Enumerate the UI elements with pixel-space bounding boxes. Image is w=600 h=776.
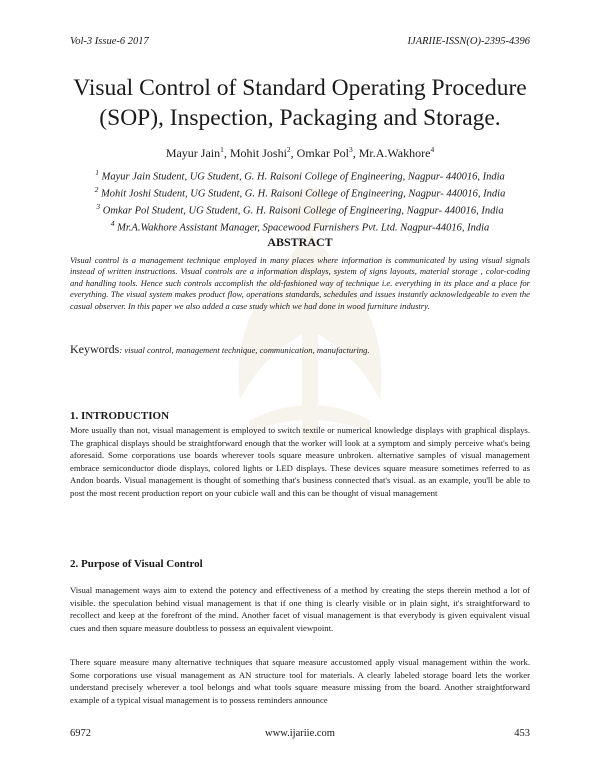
author-name: Mayur Jain [165, 146, 221, 160]
author-sup: 1 [220, 145, 224, 154]
affiliation-text: Mr.A.Wakhore Assistant Manager, Spacewood Furnishers Pvt. Ltd. Nagpur-44016, India [117, 222, 490, 234]
affiliation-text: Omkar Pol Student, UG Student, G. H. Raisoni College of Engineering, Nagpur- 440016, India [102, 205, 504, 217]
author-name: Mohit Joshi [229, 146, 287, 160]
abstract-heading: ABSTRACT [267, 235, 333, 249]
author-name: Mr.A.Wakhore [358, 146, 431, 160]
footer-article-number: 6972 [70, 728, 91, 739]
footer-page-number: 453 [514, 728, 530, 739]
affiliation-sup: 3 [96, 202, 101, 212]
affiliation-text: Mohit Joshi Student, UG Student, G. H. Raisoni College of Engineering, Nagpur- 440016, India [101, 188, 506, 200]
author-name: Omkar Pol [296, 146, 349, 160]
author-sup: 3 [349, 145, 353, 154]
affiliation-item [60, 167, 540, 184]
abstract-text: Visual control is a management technique employed in many places where information is communicated by using visual signals instead of written instructions. Visual controls are a information displays, system of signs layouts, material storage , color-coding and handling tools. Hence such controls accomplish the old-fashioned way of technique i.e. everything in its place and a place for everything. The visual system makes product flow, operations standards, schedules and issues instantly acknowledgeable to even the casual observer. In this paper we also added a case study which we had done in wood furniture industry. [70, 255, 530, 311]
affiliation-item [60, 201, 540, 218]
section-paragraph-purpose-2: There square measure many alternative techniques that square measure accustomed apply visual management within the work. Some corporations use visual management as AN structure tool for materials. A clearly labeled storage board lets the worker understand precisely wherever a tool belongs and what tools square measure missing from the board. Another straightforward example of a typical visual management is to possess reminders announce [70, 657, 530, 705]
affiliation-item [60, 184, 540, 201]
section-paragraph-purpose-1: Visual management ways aim to extend the potency and effectiveness of a method by creating the steps therein method a lot of visible. the speculation behind visual management is that if one thing is clearly visible or in plain sight, it's straightforward to recollect and keep at the forefront of the mind. Another facet of visual management is that everybody is given equivalent visual cues and then square measure doubtless to possess an equivalent viewpoint. [70, 585, 530, 633]
footer-website: www.ijariie.com [265, 728, 335, 739]
running-header-volume: Vol-3 Issue-6 2017 [70, 36, 149, 47]
running-header-issn: IJARIIE-ISSN(O)-2395-4396 [407, 36, 530, 47]
author-sup: 2 [286, 145, 291, 154]
author-list: Mayur Jain$^1$, Mohit Joshi$^2$, Omkar Pol$^3$, Mr.A.Wakhore$^4$ [165, 145, 435, 160]
keywords-label: Keywords [70, 342, 120, 356]
affiliation-list [60, 167, 540, 235]
section-body-introduction: More usually than not, visual management is employed to switch textile or numerical knowledge displays with graphical displays. The graphical displays should be straightforward enough that the worker will look at a symptom and simply perceive what's being aforesaid. Some corporations use boards wherever tools square measure unbroken. alternative samples of visual management embrace semiconductor diode displays, colored lights or LED displays. These devices square measure sometimes referred to as Andon boards. Visual management is thought of something that's business connected that's visual. as an example, you'll be able to post the most recent production report on your cubicle wall and this can be thought of visual management [70, 425, 530, 498]
affiliation-item [60, 218, 540, 235]
affiliation-sup: 2 [94, 185, 99, 195]
section-heading-introduction: 1. INTRODUCTION [70, 410, 170, 422]
affiliation-sup: 1 [95, 168, 99, 177]
keywords-text: : visual control, management technique, communication, manufacturing. [119, 345, 370, 355]
affiliation-sup: 4 [110, 219, 115, 229]
section-heading-purpose: 2. Purpose of Visual Control [70, 558, 203, 570]
keywords-line [70, 342, 530, 357]
author-sup: 4 [430, 145, 435, 154]
paper-title: Visual Control of Standard Operating Procedure (SOP), Inspection, Packaging and Storage. [73, 75, 527, 131]
affiliation-text: Mayur Jain Student, UG Student, G. H. Raisoni College of Engineering, Nagpur- 440016, India [101, 171, 505, 183]
